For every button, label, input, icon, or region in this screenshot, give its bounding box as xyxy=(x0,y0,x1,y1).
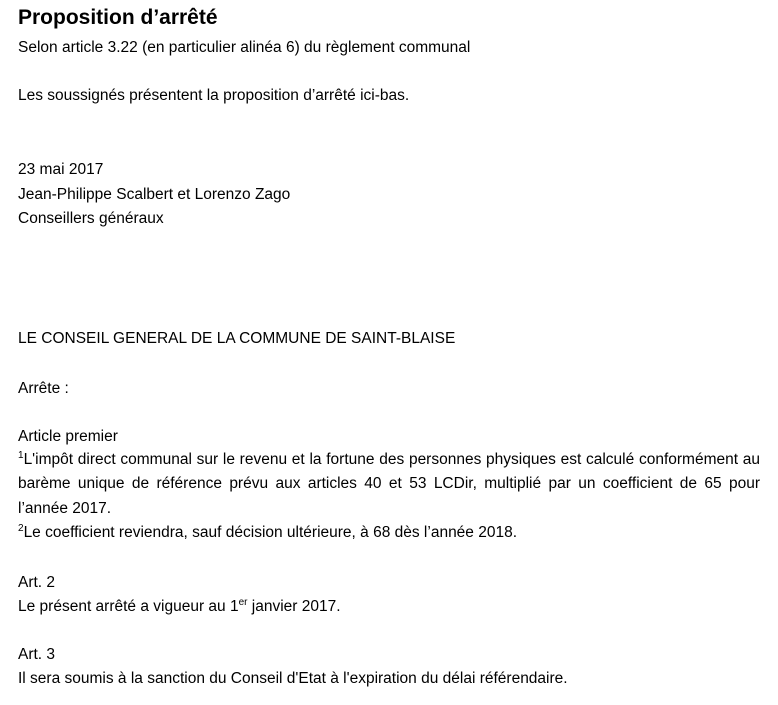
intro-text: Les soussignés présentent la proposition d’arrêté ici-bas. xyxy=(18,87,410,104)
article1-body xyxy=(18,448,760,545)
article2-text-start: Le présent arrêté a vigueur au 1 xyxy=(18,598,239,615)
alinea-number: 1 xyxy=(18,450,24,461)
page-title: Proposition d’arrêté xyxy=(18,6,218,29)
authors: Jean-Philippe Scalbert et Lorenzo Zago xyxy=(18,186,291,203)
article2-heading: Art. 2 xyxy=(18,574,56,591)
article1-alinea1 xyxy=(18,448,760,521)
article3-heading: Art. 3 xyxy=(18,646,56,663)
article1-alinea2 xyxy=(18,521,760,545)
article2-text-end: janvier 2017. xyxy=(247,598,341,615)
decrees-label: Arrête : xyxy=(18,380,69,397)
subtitle: Selon article 3.22 (en particulier alinéa 6) du règlement communal xyxy=(18,39,471,56)
ordinal-suffix: er xyxy=(238,597,248,608)
article3-text: Il sera soumis à la sanction du Conseil d'Etat à l'expiration du délai référendaire. xyxy=(18,670,568,687)
alinea-text: L'impôt direct communal sur le revenu et la fortune des personnes physiques est calculé conformément au barème unique de référence prévu aux articles 40 et 53 LCDir, multiplié par un coefficient de 65 pour l’année 2017. xyxy=(18,451,760,517)
alinea-text: Le coefficient reviendra, sauf décision ultérieure, à 68 dès l’année 2018. xyxy=(23,523,518,541)
article1-heading: Article premier xyxy=(18,428,118,445)
authors-role: Conseillers généraux xyxy=(18,210,164,227)
date: 23 mai 2017 xyxy=(18,161,104,178)
council-heading: LE CONSEIL GENERAL DE LA COMMUNE DE SAINT-BLAISE xyxy=(18,330,456,347)
article2-text xyxy=(18,597,341,617)
alinea-number: 2 xyxy=(18,522,24,534)
